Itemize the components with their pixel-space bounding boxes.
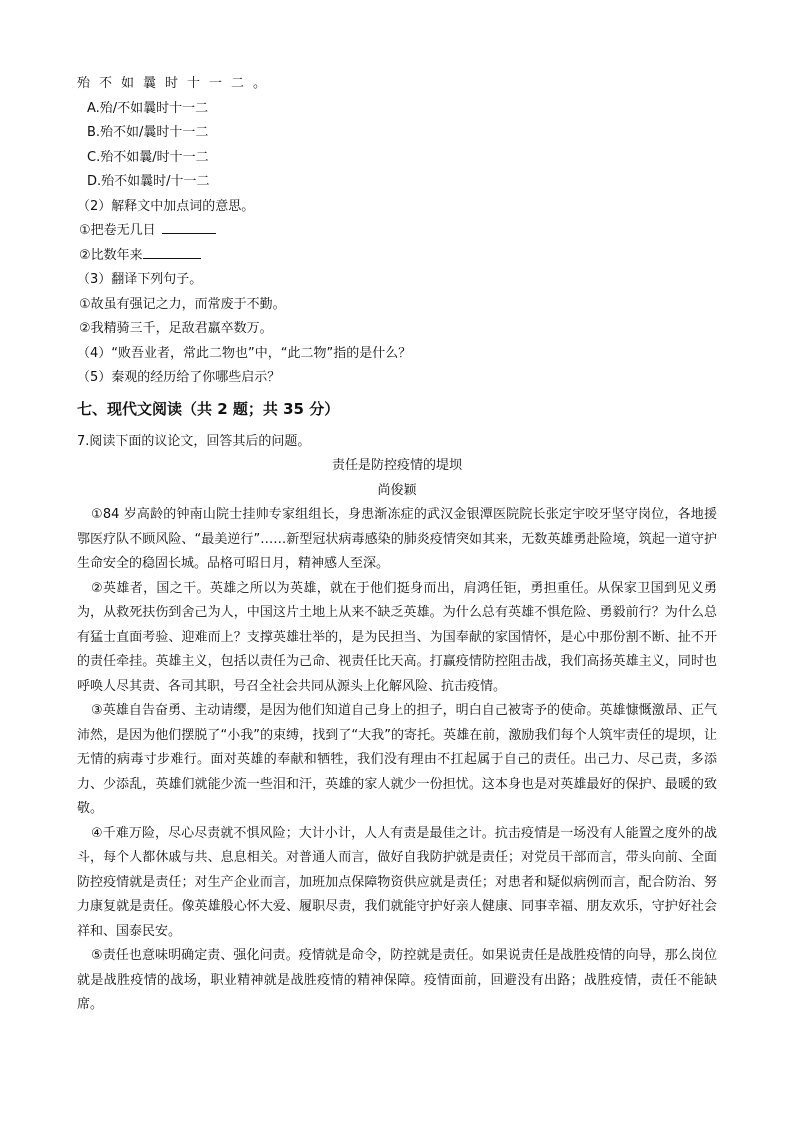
question-2-item-1-text: ①把卷无几日 (79, 223, 156, 238)
option-b: B.殆不如/曩时十一二 (87, 125, 209, 140)
article-paragraph-4: ④千难万险，尽心尽责就不惧风险；大计小计，人人有责是最佳之计。抗击疫情是一场没有人能置之度外的战斗，每个人都休戚与共、息息相关。对普通人而言，做好自我防护就是责任；对党员干部而言，带头向前、全面防控疫情就是责任；对生产企业而言，加班加点保障物资供应就是责任；对患者和疑似病例而言，配合防治、努力康复就是责任。像英雄般心怀大爱、履职尽责，我们就能守护好亲人健康、同事幸福、朋友欢乐，守护好社会祥和、国泰民安。 (77, 825, 717, 939)
option-d: D.殆不如曩时/十一二 (87, 174, 210, 189)
fragment-line: 殆不如曩时十一二。 (77, 76, 276, 91)
question-2-item-2 (77, 244, 717, 269)
answer-blank[interactable] (143, 244, 201, 259)
article-paragraph-5: ⑤责任也意味明确定责、强化问责。疫情就是命令，防控就是责任。如果说责任是战胜疫情的向导，那么岗位就是战胜疫情的战场，职业精神就是战胜疫情的精神保障。疫情面前，回避没有出路；战胜疫情，责任不能缺席。 (77, 948, 717, 1012)
option-a: A.殆/不如曩时十一二 (87, 100, 209, 116)
question-2-item-2-text: ②比数年来 (79, 247, 143, 263)
article-paragraph-3: ③英雄自告奋勇、主动请缨，是因为他们知道自己身上的担子，明白自己被寄予的使命。英雄慷慨激昂、正气沛然，是因为他们摆脱了“小我”的束缚，找到了“大我”的寄托。英雄在前，激励我们每个人筑牢责任的堤坝，让无情的病毒寸步难行。面对英雄的奉献和牺牲，我们没有理由不扛起属于自己的责任。出己力、尽己责，多添力、少添乱，英雄们就能少流一些泪和汗，英雄的家人就少一份担忧。这本身也是对英雄最好的保护、最暖的致敬。 (77, 703, 717, 816)
question-4: （4）“败吾业者，常此二物也”中，“此二物”指的是什么？ (77, 345, 412, 361)
section-heading: 七、现代文阅读（共 2 题；共 35 分） (77, 399, 340, 418)
article-paragraph-2: ②英雄者，国之干。英雄之所以为英雄，就在于他们挺身而出，肩鸿任钜，勇担重任。从保家卫国到见义勇为，从救死扶伤到舍己为人，中国这片土地上从来不缺乏英雄。为什么总有英雄不惧危险、勇毅前行？为什么总有猛士直面考验、迎难而上？支撑英雄壮举的，是为民担当、为国奉献的家国情怀，是心中那份割不断、扯不开的责任牵挂。英雄主义，包括以责任为己命、视责任比天高。打赢疫情防控阻击战，我们高扬英雄主义，同时也呼唤人尽其责、各司其职，号召全社会共同从源头上化解风险、抗击疫情。 (77, 580, 717, 694)
answer-blank[interactable] (162, 219, 216, 234)
question-2: （2）解释文中加点词的意思。 (77, 198, 255, 214)
question-2-item-1 (77, 219, 717, 244)
question-3-item-1: ①故虽有强记之力，而常废于不勤。 (79, 296, 286, 312)
section-intro: 7.阅读下面的议论文，回答其后的问题。 (77, 433, 311, 449)
article-title: 责任是防控疫情的堤坝 (331, 458, 462, 473)
question-3-item-2: ②我精骑三千，足敌君羸卒数万。 (79, 321, 273, 336)
question-5: （5）秦观的经历给了你哪些启示？ (77, 370, 281, 385)
exam-page (77, 72, 717, 1018)
question-3: （3）翻译下列句子。 (77, 272, 203, 287)
option-c: C.殆不如曩/时十一二 (87, 149, 209, 165)
article-author: 尚俊颖 (377, 482, 417, 498)
article-paragraph-1: ①84 岁高龄的钟南山院士挂帅专家组组长，身患渐冻症的武汉金银潭医院院长张定宇咬牙坚守岗位，各地援鄂医疗队不顾风险、“最美逆行”……新型冠状病毒感染的肺炎疫情突如其来，无数英雄勇赴险境，筑起一道守护生命安全的稳固长城。品格可昭日月，精神感人至深。 (77, 507, 717, 571)
